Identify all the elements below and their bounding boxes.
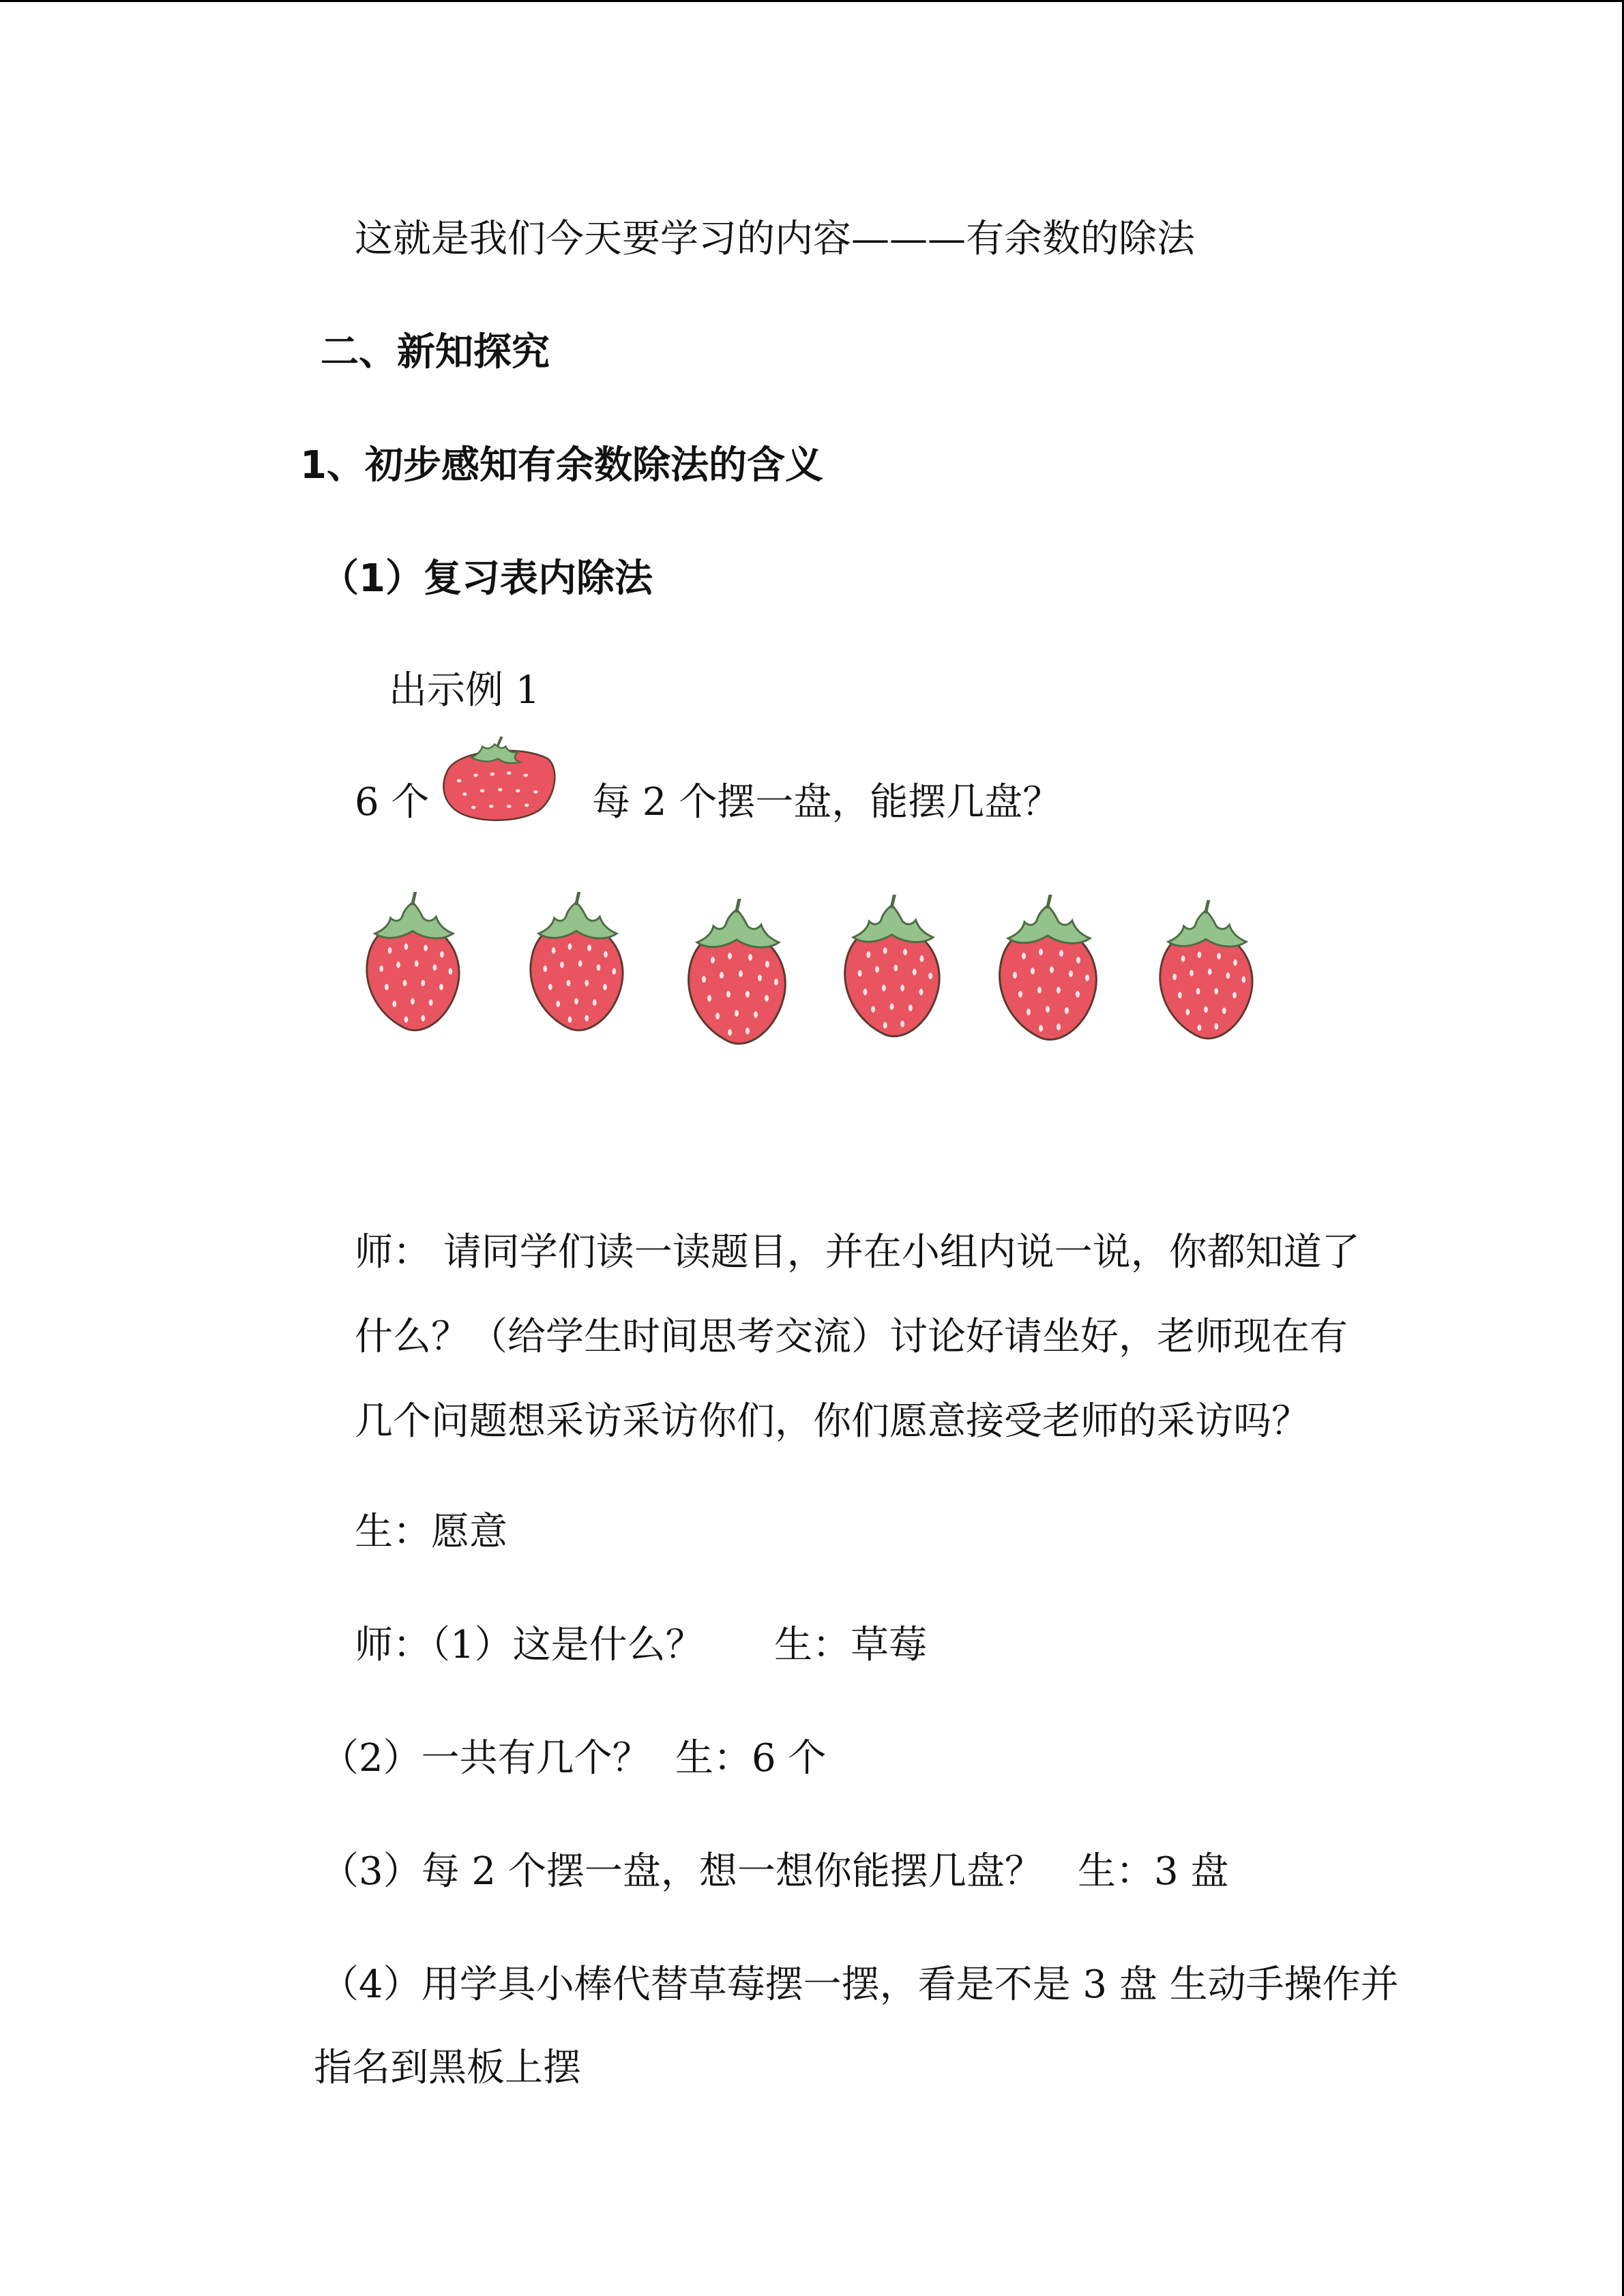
- intro-line: 这就是我们今天要学习的内容———有余数的除法: [355, 217, 1195, 261]
- answer-3: 生：3 盘: [1078, 1849, 1229, 1894]
- strawberry-icon: [437, 736, 559, 825]
- strawberry-icon: [522, 892, 631, 1035]
- teacher-paragraph-line-2: 什么？（给学生时间思考交流）讨论好请坐好，老师现在有: [355, 1315, 1348, 1359]
- teacher-paragraph-line-3: 几个问题想采访采访你们，你们愿意接受老师的采访吗？: [355, 1399, 1310, 1444]
- strawberry-icon: [358, 892, 467, 1035]
- strawberry-icon: [836, 895, 948, 1041]
- example-label: 出示例 1: [389, 668, 540, 713]
- teacher-paragraph-line-1: 师： 请同学们读一读题目，并在小组内说一说，你都知道了: [355, 1230, 1360, 1274]
- problem-count-prefix: 6 个: [355, 780, 430, 824]
- question-4-line-1: （4）用学具小棒代替草莓摆一摆，看是不是 3 盘 生动手操作并: [321, 1963, 1399, 2007]
- page-top-border: [0, 0, 1624, 2]
- question-3: （3）每 2 个摆一盘，想一想你能摆几盘？: [321, 1849, 1043, 1894]
- problem-question: 每 2 个摆一盘，能摆几盘？: [592, 780, 1061, 824]
- question-1: 师：（1）这是什么？: [355, 1623, 704, 1667]
- strawberry-icon: [1151, 900, 1260, 1043]
- sub-sub-heading: （1）复习表内除法: [321, 556, 653, 601]
- answer-2: 生：6 个: [675, 1736, 827, 1780]
- section-heading: 二、新知探究: [321, 330, 550, 374]
- question-2: （2）一共有几个？: [321, 1736, 651, 1780]
- answer-1: 生：草莓: [774, 1623, 927, 1667]
- subsection-heading: 1、初步感知有余数除法的含义: [300, 443, 823, 488]
- student-reply: 生：愿意: [355, 1510, 507, 1554]
- strawberry-icon: [990, 895, 1105, 1045]
- strawberry-icon: [679, 899, 795, 1049]
- question-4-line-2: 指名到黑板上摆: [314, 2046, 581, 2090]
